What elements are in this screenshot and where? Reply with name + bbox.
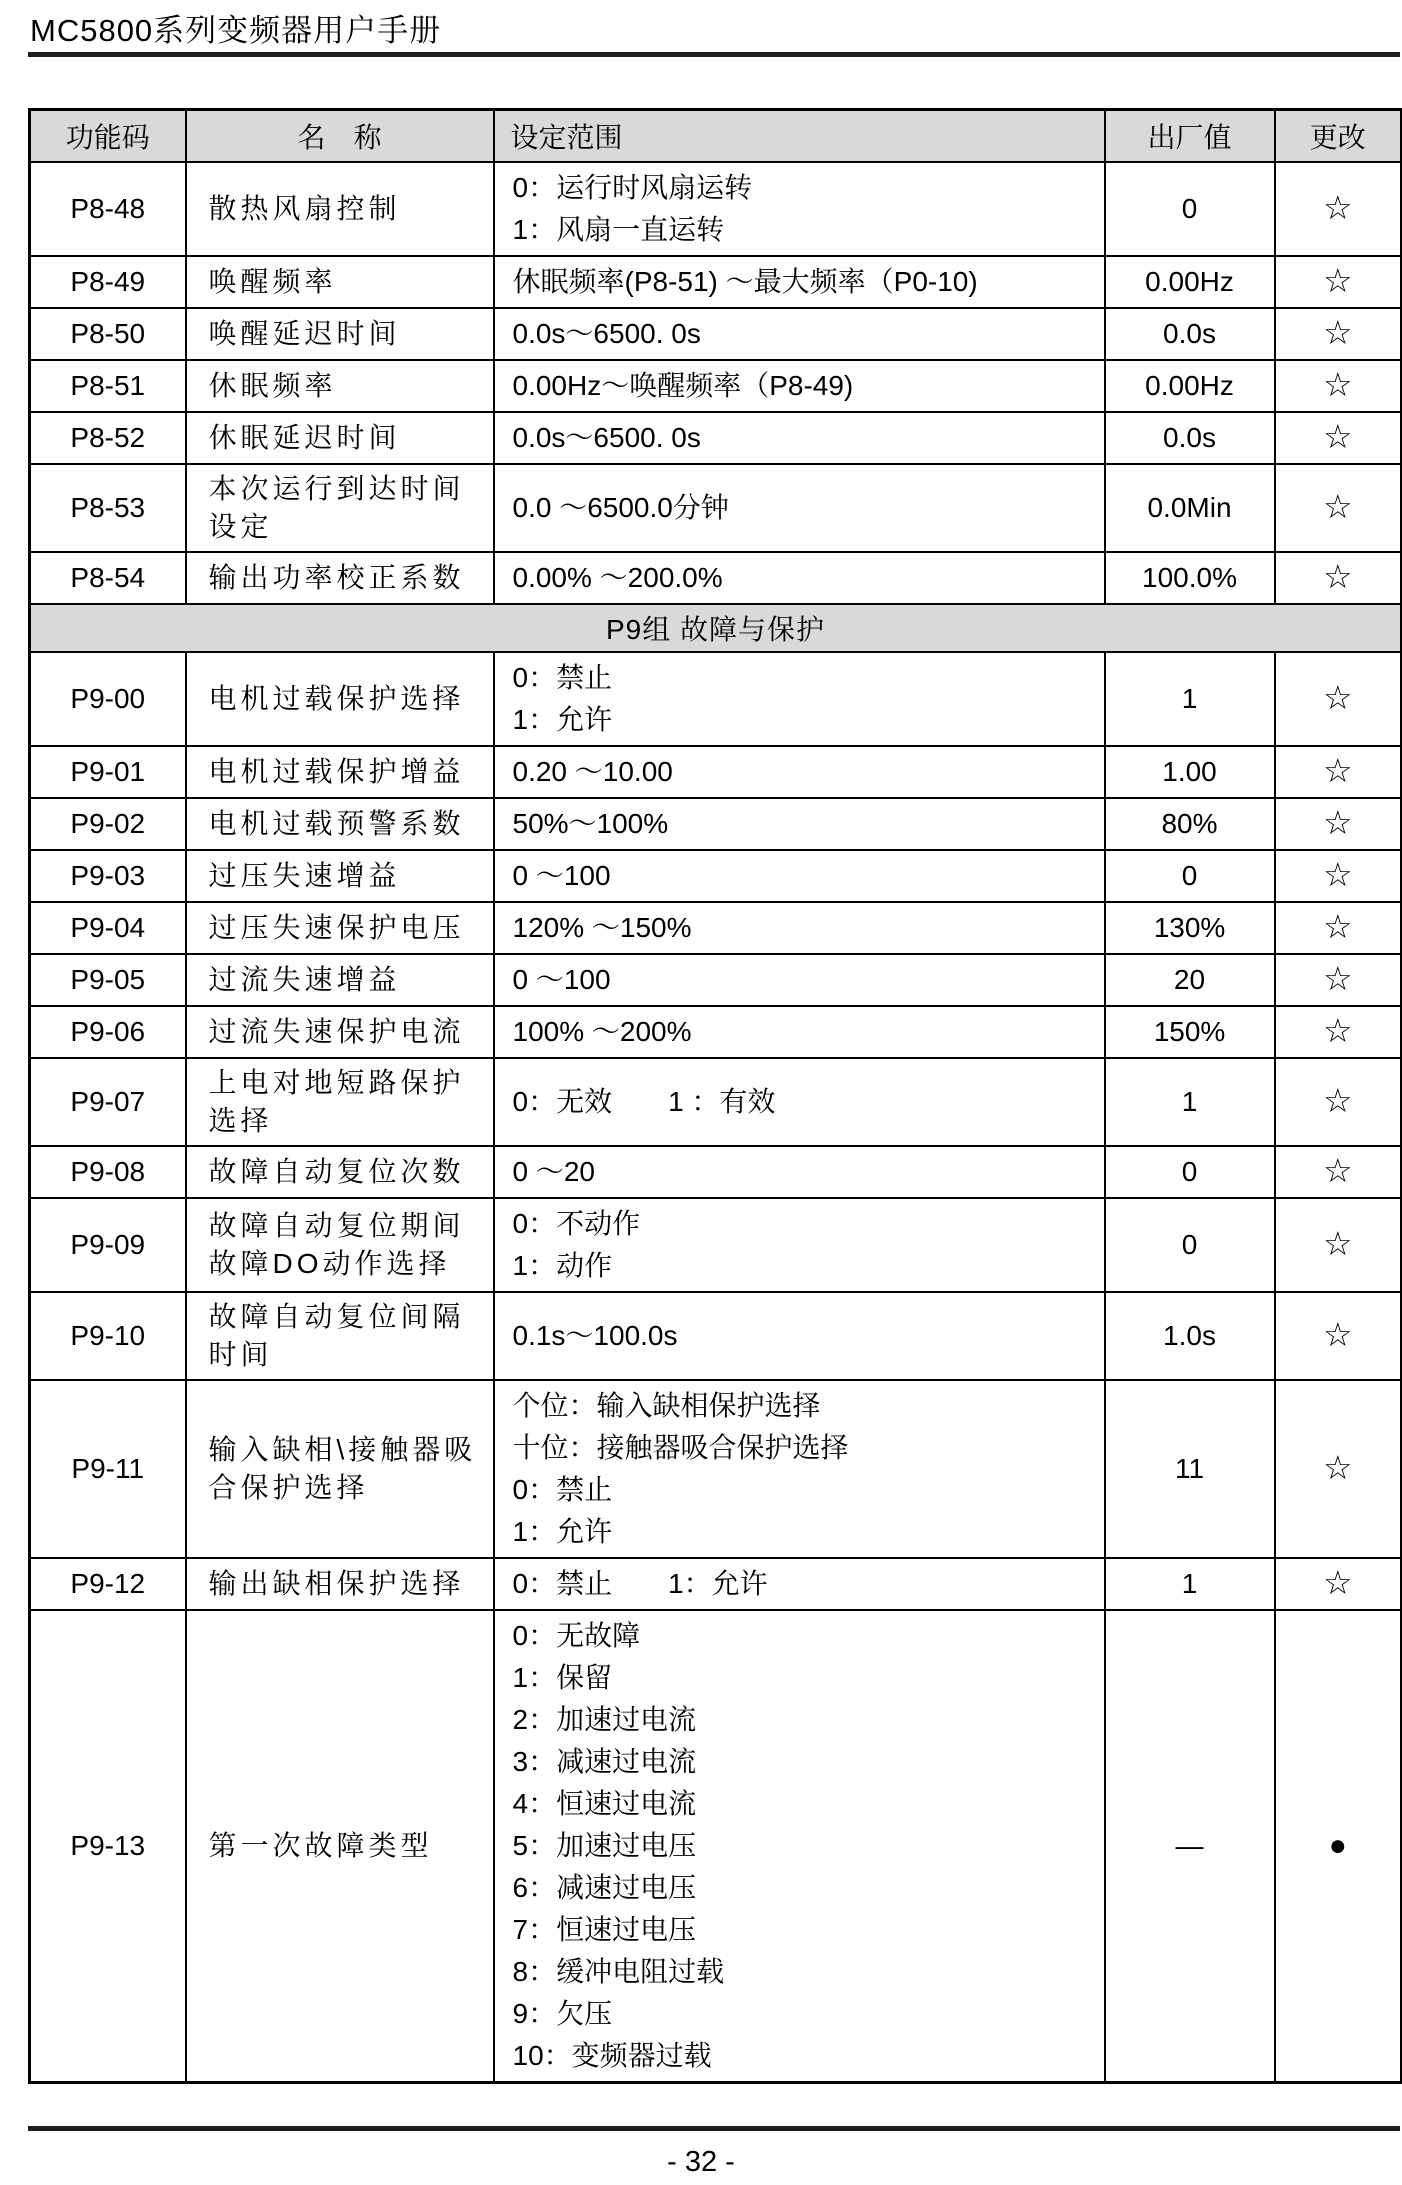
cell-function-code: P8-54: [30, 552, 186, 604]
setting-range-line: 4：恒速过电流: [512, 1787, 697, 1819]
cell-change: [1275, 256, 1402, 308]
cell-function-code: P9-02: [30, 798, 186, 850]
cell-factory-value: 130%: [1105, 902, 1275, 954]
setting-range-line: 0.0s～6500. 0s: [512, 317, 701, 349]
white-star-icon: ☆: [1322, 366, 1353, 403]
cell-setting-range: [494, 162, 1105, 256]
title-rule: [28, 52, 1400, 57]
setting-range-line: 5：加速过电压: [512, 1829, 697, 1861]
cell-name: 上电对地短路保护选择: [186, 1058, 494, 1146]
table-row: [30, 798, 1402, 850]
cell-factory-value: 1.0s: [1105, 1292, 1275, 1380]
cell-name: 散热风扇控制: [186, 162, 494, 256]
black-circle-icon: ●: [1328, 1828, 1347, 1862]
white-star-icon: ☆: [1322, 856, 1353, 893]
cell-setting-range: [494, 1198, 1105, 1292]
cell-change: [1275, 1006, 1402, 1058]
cell-function-code: P8-52: [30, 412, 186, 464]
setting-range-line: 0：禁止: [512, 661, 613, 693]
cell-setting-range: [494, 798, 1105, 850]
white-star-icon: ☆: [1322, 488, 1353, 525]
cell-factory-value: 1.00: [1105, 746, 1275, 798]
cell-factory-value: 1: [1105, 1058, 1275, 1146]
cell-change: [1275, 954, 1402, 1006]
setting-range-line: 100% ～200%: [512, 1015, 692, 1047]
table-row: [30, 1292, 1402, 1380]
setting-range-line: 0：禁止: [512, 1473, 613, 1505]
cell-change: [1275, 360, 1402, 412]
setting-range-line: 0.20 ～10.00: [512, 755, 673, 787]
white-star-icon: ☆: [1322, 1316, 1353, 1353]
cell-setting-range: [494, 308, 1105, 360]
white-star-icon: ☆: [1322, 314, 1353, 351]
setting-range-line: 0：无效 1 ：有效: [512, 1085, 776, 1117]
cell-setting-range: [494, 552, 1105, 604]
cell-name: 故障自动复位期间故障DO动作选择: [186, 1198, 494, 1292]
setting-range-line: 1：风扇一直运转: [512, 213, 725, 245]
table-row: [30, 1058, 1402, 1146]
cell-setting-range: [494, 902, 1105, 954]
cell-change: [1275, 308, 1402, 360]
table-row: [30, 256, 1402, 308]
setting-range-line: 50%～100%: [512, 807, 669, 839]
cell-function-code: P9-11: [30, 1380, 186, 1558]
cell-function-code: P9-10: [30, 1292, 186, 1380]
setting-range-line: 0.0s～6500. 0s: [512, 421, 701, 453]
cell-name: 过压失速增益: [186, 850, 494, 902]
cell-name: 过流失速保护电流: [186, 1006, 494, 1058]
table-row: [30, 1198, 1402, 1292]
cell-setting-range: [494, 1558, 1105, 1610]
cell-name: 故障自动复位次数: [186, 1146, 494, 1198]
cell-function-code: P9-08: [30, 1146, 186, 1198]
white-star-icon: ☆: [1322, 1152, 1353, 1189]
table-row: [30, 464, 1402, 552]
cell-factory-value: 150%: [1105, 1006, 1275, 1058]
cell-name: 休眠频率: [186, 360, 494, 412]
cell-setting-range: [494, 464, 1105, 552]
cell-function-code: P9-12: [30, 1558, 186, 1610]
cell-change: [1275, 1610, 1402, 2083]
setting-range-line: 0：运行时风扇运转: [512, 171, 753, 203]
cell-function-code: P9-03: [30, 850, 186, 902]
table-header-row: [30, 110, 1402, 162]
table-body: [30, 162, 1402, 2083]
white-star-icon: ☆: [1322, 1225, 1353, 1262]
cell-name: 电机过载预警系数: [186, 798, 494, 850]
cell-factory-value: 1: [1105, 1558, 1275, 1610]
cell-function-code: P9-09: [30, 1198, 186, 1292]
cell-function-code: P9-01: [30, 746, 186, 798]
cell-setting-range: [494, 652, 1105, 746]
setting-range-line: 0.0 ～6500.0分钟: [512, 491, 729, 523]
cell-change: [1275, 1146, 1402, 1198]
cell-factory-value: 0: [1105, 1146, 1275, 1198]
header-setting-range: 设定范围: [494, 110, 1105, 162]
group-header: P9组 故障与保护: [30, 604, 1402, 652]
table-row: [30, 360, 1402, 412]
cell-function-code: P8-49: [30, 256, 186, 308]
setting-range-line: 1：允许: [512, 1515, 613, 1547]
table-row: [30, 746, 1402, 798]
white-star-icon: ☆: [1322, 1082, 1353, 1119]
cell-name: 故障自动复位间隔时间: [186, 1292, 494, 1380]
cell-setting-range: [494, 1058, 1105, 1146]
cell-function-code: P8-53: [30, 464, 186, 552]
cell-factory-value: 0.0s: [1105, 308, 1275, 360]
page-title: MC5800系列变频器用户手册: [30, 13, 442, 48]
setting-range-line: 0.1s～100.0s: [512, 1319, 678, 1351]
cell-name: 休眠延迟时间: [186, 412, 494, 464]
white-star-icon: ☆: [1322, 804, 1353, 841]
cell-function-code: P8-51: [30, 360, 186, 412]
white-star-icon: ☆: [1322, 960, 1353, 997]
table-row: [30, 308, 1402, 360]
setting-range-line: 十位：接触器吸合保护选择: [512, 1431, 849, 1463]
cell-factory-value: 20: [1105, 954, 1275, 1006]
setting-range-line: 0：不动作: [512, 1207, 641, 1239]
setting-range-line: 10：变频器过载: [512, 2039, 712, 2071]
cell-setting-range: [494, 746, 1105, 798]
setting-range-line: 1：允许: [512, 703, 613, 735]
cell-change: [1275, 798, 1402, 850]
setting-range-line: 0：禁止 1：允许: [512, 1567, 768, 1599]
table-row: [30, 1006, 1402, 1058]
cell-setting-range: [494, 1292, 1105, 1380]
setting-range-line: 3：减速过电流: [512, 1745, 697, 1777]
setting-range-line: 1：保留: [512, 1661, 613, 1693]
white-star-icon: ☆: [1322, 1564, 1353, 1601]
cell-setting-range: [494, 954, 1105, 1006]
white-star-icon: ☆: [1322, 752, 1353, 789]
setting-range-line: 8：缓冲电阻过载: [512, 1955, 725, 1987]
cell-setting-range: [494, 1610, 1105, 2083]
cell-name: 过流失速增益: [186, 954, 494, 1006]
cell-function-code: P9-05: [30, 954, 186, 1006]
cell-change: [1275, 652, 1402, 746]
footer-rule: [28, 2126, 1400, 2131]
setting-range-line: 0 ～100: [512, 859, 611, 891]
cell-factory-value: 0: [1105, 850, 1275, 902]
table-row: [30, 1610, 1402, 2083]
cell-setting-range: [494, 256, 1105, 308]
table-row: [30, 850, 1402, 902]
cell-factory-value: 100.0%: [1105, 552, 1275, 604]
cell-setting-range: [494, 850, 1105, 902]
setting-range-line: 1：动作: [512, 1249, 613, 1281]
setting-range-line: 个位：输入缺相保护选择: [512, 1389, 821, 1421]
header-factory-value: 出厂值: [1105, 110, 1275, 162]
cell-function-code: P9-07: [30, 1058, 186, 1146]
cell-setting-range: [494, 1146, 1105, 1198]
cell-factory-value: 11: [1105, 1380, 1275, 1558]
parameter-table: [28, 108, 1402, 2084]
cell-factory-value: 80%: [1105, 798, 1275, 850]
cell-change: [1275, 1292, 1402, 1380]
table-row: [30, 162, 1402, 256]
cell-function-code: P9-00: [30, 652, 186, 746]
cell-change: [1275, 1198, 1402, 1292]
table-row: [30, 1558, 1402, 1610]
cell-name: 输出功率校正系数: [186, 552, 494, 604]
header-change: 更改: [1275, 110, 1402, 162]
cell-name: 唤醒频率: [186, 256, 494, 308]
cell-function-code: P9-13: [30, 1610, 186, 2083]
cell-name: 输出缺相保护选择: [186, 1558, 494, 1610]
cell-function-code: P9-04: [30, 902, 186, 954]
cell-change: [1275, 746, 1402, 798]
cell-factory-value: —: [1105, 1610, 1275, 2083]
white-star-icon: ☆: [1322, 679, 1353, 716]
white-star-icon: ☆: [1322, 1012, 1353, 1049]
page-number: - 32 -: [667, 2146, 735, 2178]
setting-range-line: 2：加速过电流: [512, 1703, 697, 1735]
table-row: [30, 954, 1402, 1006]
white-star-icon: ☆: [1322, 262, 1353, 299]
setting-range-line: 休眠频率(P8-51) ～最大频率（P0-10): [512, 265, 978, 297]
table-row: [30, 412, 1402, 464]
cell-factory-value: 0.00Hz: [1105, 360, 1275, 412]
cell-name: 电机过载保护增益: [186, 746, 494, 798]
cell-name: 唤醒延迟时间: [186, 308, 494, 360]
header-name: 名 称: [186, 110, 494, 162]
table-row: [30, 552, 1402, 604]
cell-name: 第一次故障类型: [186, 1610, 494, 2083]
table-row: [30, 902, 1402, 954]
cell-change: [1275, 552, 1402, 604]
cell-change: [1275, 464, 1402, 552]
setting-range-line: 0.00Hz～唤醒频率（P8-49): [512, 369, 854, 401]
white-star-icon: ☆: [1322, 908, 1353, 945]
setting-range-line: 7：恒速过电压: [512, 1913, 697, 1945]
cell-change: [1275, 412, 1402, 464]
cell-factory-value: 1: [1105, 652, 1275, 746]
cell-name: 过压失速保护电压: [186, 902, 494, 954]
cell-factory-value: 0.0s: [1105, 412, 1275, 464]
setting-range-line: 120% ～150%: [512, 911, 692, 943]
cell-change: [1275, 1058, 1402, 1146]
setting-range-line: 9：欠压: [512, 1997, 613, 2029]
cell-change: [1275, 162, 1402, 256]
cell-function-code: P9-06: [30, 1006, 186, 1058]
white-star-icon: ☆: [1322, 418, 1353, 455]
setting-range-line: 0：无故障: [512, 1619, 641, 1651]
cell-change: [1275, 850, 1402, 902]
setting-range-line: 0 ～100: [512, 963, 611, 995]
cell-change: [1275, 1558, 1402, 1610]
setting-range-line: 0 ～20: [512, 1155, 595, 1187]
cell-setting-range: [494, 1006, 1105, 1058]
cell-factory-value: 0.0Min: [1105, 464, 1275, 552]
white-star-icon: ☆: [1322, 1449, 1353, 1486]
cell-factory-value: 0: [1105, 162, 1275, 256]
header-function-code: 功能码: [30, 110, 186, 162]
white-star-icon: ☆: [1322, 558, 1353, 595]
table-row: [30, 652, 1402, 746]
cell-name: 电机过载保护选择: [186, 652, 494, 746]
cell-name: 输入缺相\接触器吸合保护选择: [186, 1380, 494, 1558]
cell-factory-value: 0: [1105, 1198, 1275, 1292]
cell-change: [1275, 902, 1402, 954]
cell-setting-range: [494, 1380, 1105, 1558]
cell-factory-value: 0.00Hz: [1105, 256, 1275, 308]
table-row: [30, 1146, 1402, 1198]
table-row: [30, 1380, 1402, 1558]
cell-function-code: P8-50: [30, 308, 186, 360]
setting-range-line: 6：减速过电压: [512, 1871, 697, 1903]
white-star-icon: ☆: [1322, 189, 1353, 226]
setting-range-line: 0.00% ～200.0%: [512, 561, 723, 593]
table-group-row: [30, 604, 1402, 652]
cell-name: 本次运行到达时间设定: [186, 464, 494, 552]
cell-change: [1275, 1380, 1402, 1558]
cell-function-code: P8-48: [30, 162, 186, 256]
cell-setting-range: [494, 360, 1105, 412]
cell-setting-range: [494, 412, 1105, 464]
